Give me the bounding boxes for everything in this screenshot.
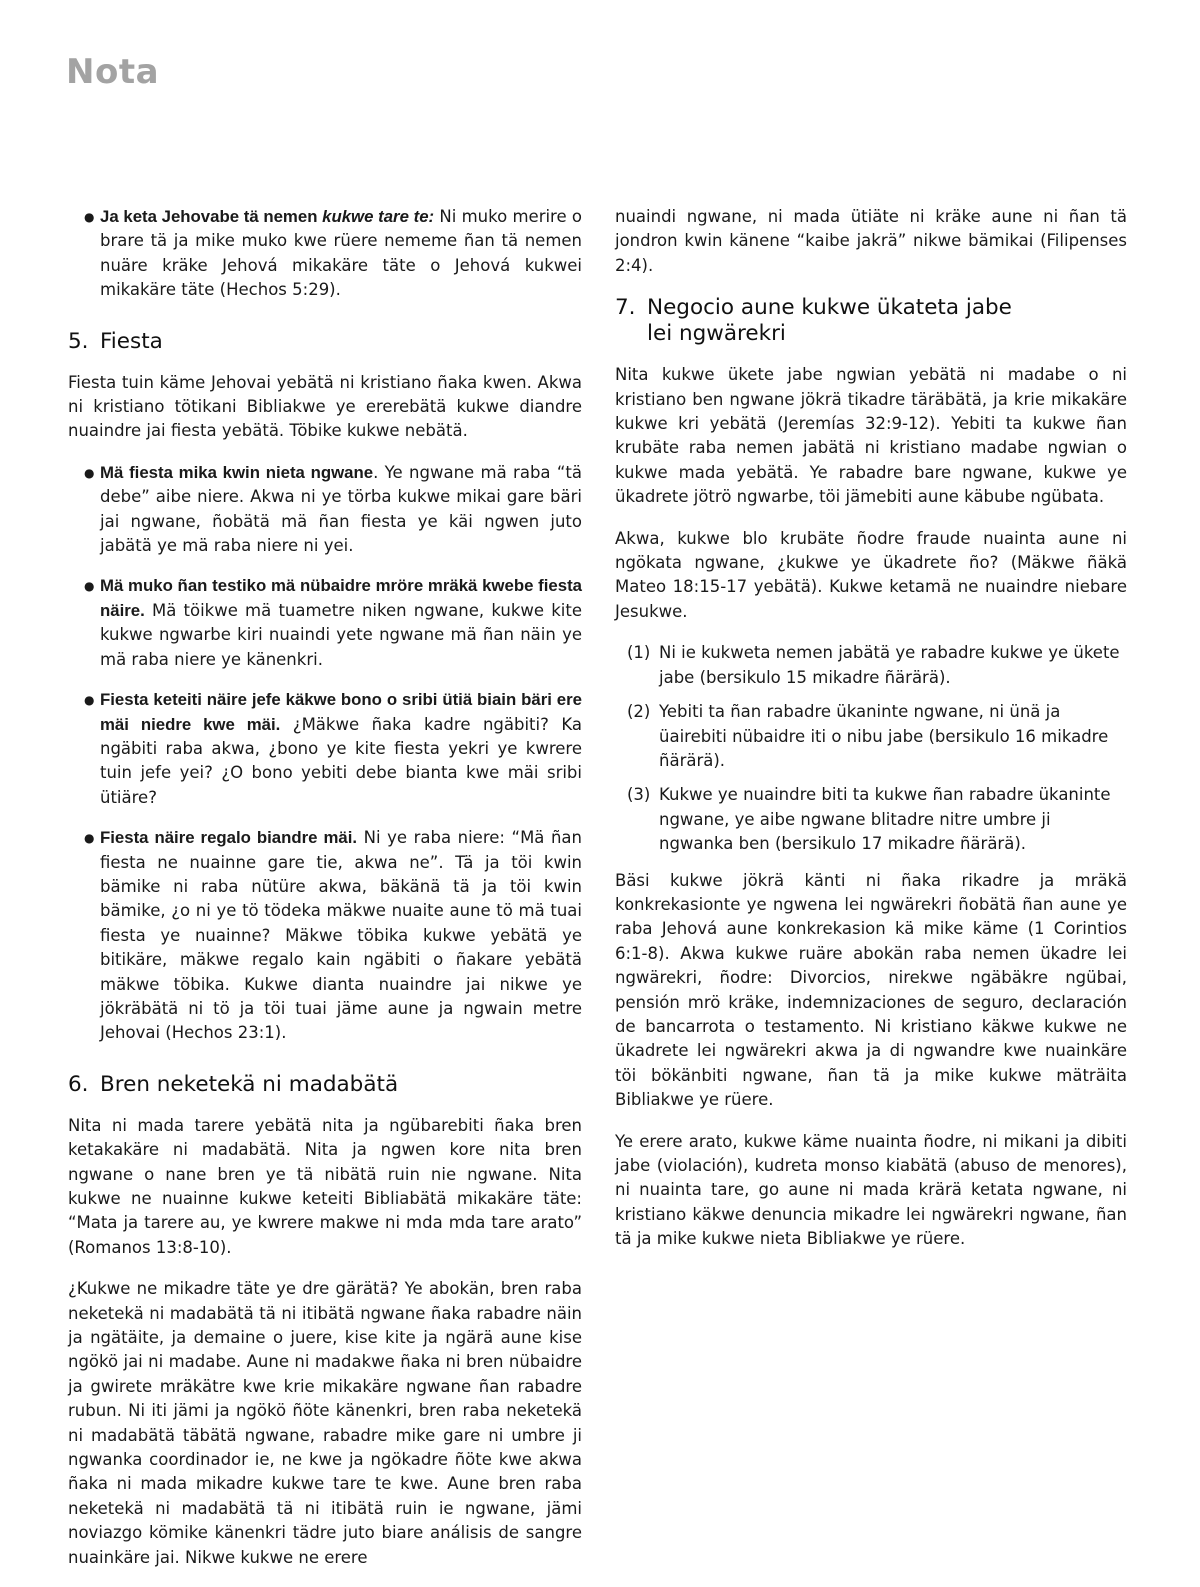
list-item [68, 688, 582, 810]
bullet-lead: Mä fiesta mika kwin nieta ngwane [100, 462, 374, 482]
bullet-text: Ni ye raba niere: “Mä ñan fiesta ne nuainne gare tie, akwa ne”. Tä ja töi kwin bämike ni raba nütüre akwa, bäkänä tä ja töi kwin bämike, ¿o ni ye tö tödeka mäkwe nuaite aune tö mä tuai fiesta ye nuainne? Mäkwe töbika kukwe yebätä ye bitikäre, mäkwe regalo kain ngäbiti o ñakare yebätä mäkwe töbika. Kukwe dianta nuaindre jai nikwe ye jökräbätä ni tö ja töi tuai jäme aune ja ngwain metre Jehovai (Hechos 23:1). [100, 828, 583, 1043]
section-5-bullets [68, 461, 582, 1046]
section-7-heading [615, 295, 1127, 347]
step-text: Kukwe ye nuaindre biti ta kukwe ñan rabadre ükaninte ngwane, ye aibe ngwane blitadre nitre umbre ji ngwanka ben (bersikulo 17 mikadre ñärärä). [659, 785, 1111, 854]
section-7-paragraph-2: Akwa, kukwe blo krubäte ñodre fraude nuainta aune ni ngökata ngwane, ¿kukwe ye ükadrete ño? (Mäkwe ñäkä Mateo 18:15-17 yebätä). Kukwe ketamä ne nuaindre niebare Jesukwe. [615, 528, 1127, 621]
list-item [68, 574, 582, 672]
right-column [615, 205, 1127, 1269]
section-7-paragraph-4: Ye erere arato, kukwe käme nuainta ñodre, ni mikani ja dibiti jabe (violación), kudreta monso kiabätä (abuso de menores), ni nuainta tare, go aune ni mada krärä ketata ngwane, ni kristiano käkwe denuncia mikadre lei ngwärekri ngwane, ñan tä ja mike kukwe nieta Bibliakwe ye rüere. [615, 1131, 1127, 1249]
bullet-text: . Ye ngwane mä raba “tä debe” aibe niere. Akwa ni ye törba kukwe mikai gare bäri jai ngwane, ñobätä mä ñan fiesta ye käi ngwen juto jabätä ye mä raba niere ni yei. [100, 462, 582, 556]
bullet-lead: Mä muko ñan testiko mä nübaidre mröre mräkä kwebe fiesta näire. [100, 576, 582, 620]
section-6-paragraph-1: Nita ni mada tarere yebätä nita ja ngübarebiti ñaka bren ketakakäre ni madabätä. Nita ja ngwen kore nita bren ngwane o nane bren ye tä nibätä ruin nie ngwane. Nita kukwe ne nuainne kukwe keteiti Bibliabätä mikakäre täte: “Mata ja tarere au, ye kwrere makwe ni mda mda tare arato” (Romanos 13:8-10). [68, 1115, 582, 1257]
steps-list [615, 641, 1127, 856]
left-column [68, 205, 582, 1587]
section-number: 6. [68, 1071, 89, 1097]
step-number: (3) [627, 785, 651, 805]
step-text: Ni ie kukweta nemen jabätä ye rabadre kukwe ye ükete jabe (bersikulo 15 mikadre ñärärä). [659, 643, 1120, 687]
bullet-text: Ni muko merire o brare tä ja mike muko kwe rüere nememe ñan tä nemen nuäre kräke Jehová mikakäre täte o Jehová kukwei mikakäre täte (Hechos 5:29). [100, 207, 582, 300]
bullet-lead-italic: kukwe tare te: [322, 207, 435, 226]
page-header-title: Nota [66, 52, 160, 92]
section-6-paragraph-2: ¿Kukwe ne mikadre täte ye dre gärätä? Ye abokän, bren raba neketekä ni madabätä tä ni itibätä ngwane ñaka rabadre näin ja ngätäite, ja demaine o juere, kise kite ja ngärä aune kise ngökö jai ni madabe. Aune ni madakwe ñaka ni bren nübaidre ja gwirete mräkätre kwe krie mikakäre ngwane ñan rabadre rubun. Ni iti jämi ja ngökö ñöte känenkri, bren raba neketekä ni madabätä täbätä ngwane, rabadre mike gare ni umbre ji ngwanka coordinador ie, ne kwe ja ngökadre ñöte kwe akwa ñaka ni mada mikadre kukwe tare te kwe. Aune bren raba neketekä ni madabätä tä ni itibätä ruin ie ngwane, jämi noviazgo kömike känenkri tädre juto biare análisis de sangre nuainkäre jai. Nikwe kukwe ne erere [68, 1279, 582, 1567]
section-5-heading [68, 329, 582, 355]
list-item [68, 205, 582, 303]
list-item [615, 783, 1127, 856]
section-7-paragraph-3: Bäsi kukwe jökrä känti ni ñaka rikadre ja mräkä konkrekasionte ye ngwena lei ngwärekri ñobätä ñan aune ye raba Jehová aune konkrekasion kä mike käme (1 Corintios 6:1-8). Akwa kukwe ruäre abokän raba nemen ükadre lei ngwärekri, ñodre: Divorcios, nirekwe ngäbäkre ngübai, pensión mrö kräke, indemnizaciones de seguro, declaración de bancarrota o testamento. Ni kristiano käkwe kukwe ne ükadrete lei ngwärekri akwa ja di ngwandre kwe nuainkäre töi bökänbiti ngwane, ñan tä ja mike kukwe mäträita Bibliakwe ye rüere. [615, 870, 1127, 1110]
step-number: (1) [627, 643, 651, 663]
section-number: 5. [68, 328, 89, 354]
bullet-lead: Ja keta Jehovabe tä nemen [100, 207, 323, 226]
list-item [615, 700, 1127, 773]
bullet-text: Mä töikwe mä tuametre niken ngwane, kukwe kite kukwe ngwarbe kiri nuaindi yete ngwane mä ñan näin ye mä raba niere ye känenkri. [100, 600, 582, 669]
list-item [68, 461, 582, 559]
list-item [68, 826, 582, 1046]
bullet-lead: Fiesta keteiti näire jefe käkwe bono o sribi ütiä biain bäri ere mäi niedre kwe mäi. [100, 690, 582, 734]
continued-paragraph: nuaindi ngwane, ni mada ütiäte ni kräke aune ni ñan tä jondron kwin känene “kaibe jakrä” nikwe bämikai (Filipenses 2:4). [615, 207, 1127, 275]
section-title: Fiesta [100, 328, 163, 354]
step-number: (2) [627, 702, 651, 722]
step-text: Yebiti ta ñan rabadre ükaninte ngwane, ni ünä ja üairebiti nübaidre iti o nibu jabe (bersikulo 16 mikadre ñärärä). [659, 702, 1109, 770]
section-title-line-2: lei ngwärekri [647, 321, 786, 347]
section-number: 7. [615, 295, 636, 321]
list-item [615, 641, 1127, 690]
top-bullet-list [68, 205, 582, 303]
bullet-text: ¿Mäkwe ñaka kadre ngäbiti? Ka ngäbiti raba akwa, ¿bono ye kite fiesta yekri ye kwrere tuin jefe yei? ¿O bono yebiti debe bianta kwe mäi sribi ütiäre? [100, 714, 583, 807]
section-5-intro: Fiesta tuin käme Jehovai yebätä ni kristiano ñaka kwen. Akwa ni kristiano tötikani Bibliakwe ye ererebätä kukwe diandre nuaindre jai fiesta yebätä. Töbike kukwe nebätä. [68, 372, 582, 441]
section-6-heading [68, 1072, 582, 1098]
bullet-lead: Fiesta näire regalo biandre mäi. [100, 828, 358, 848]
section-title: Bren neketekä ni madabätä [100, 1071, 399, 1097]
section-title-line-1: Negocio aune kukwe ükateta jabe [647, 295, 1012, 321]
section-7-paragraph-1: Nita kukwe ükete jabe ngwian yebätä ni madabe o ni kristiano ben ngwane jökrä tikadre täräbätä, ja krie mikakäre kukwe kri yebätä (Jeremías 32:9-12). Yebiti ta kukwe ñan krubäte raba nemen jabätä ni kristiano madabe ngwian o kukwe mada yebätä. Ye rabadre bare ngwane, kukwe ye ükadrete jötrö ngwarbe, töi jämebiti aune käbube ngübata. [615, 365, 1127, 507]
